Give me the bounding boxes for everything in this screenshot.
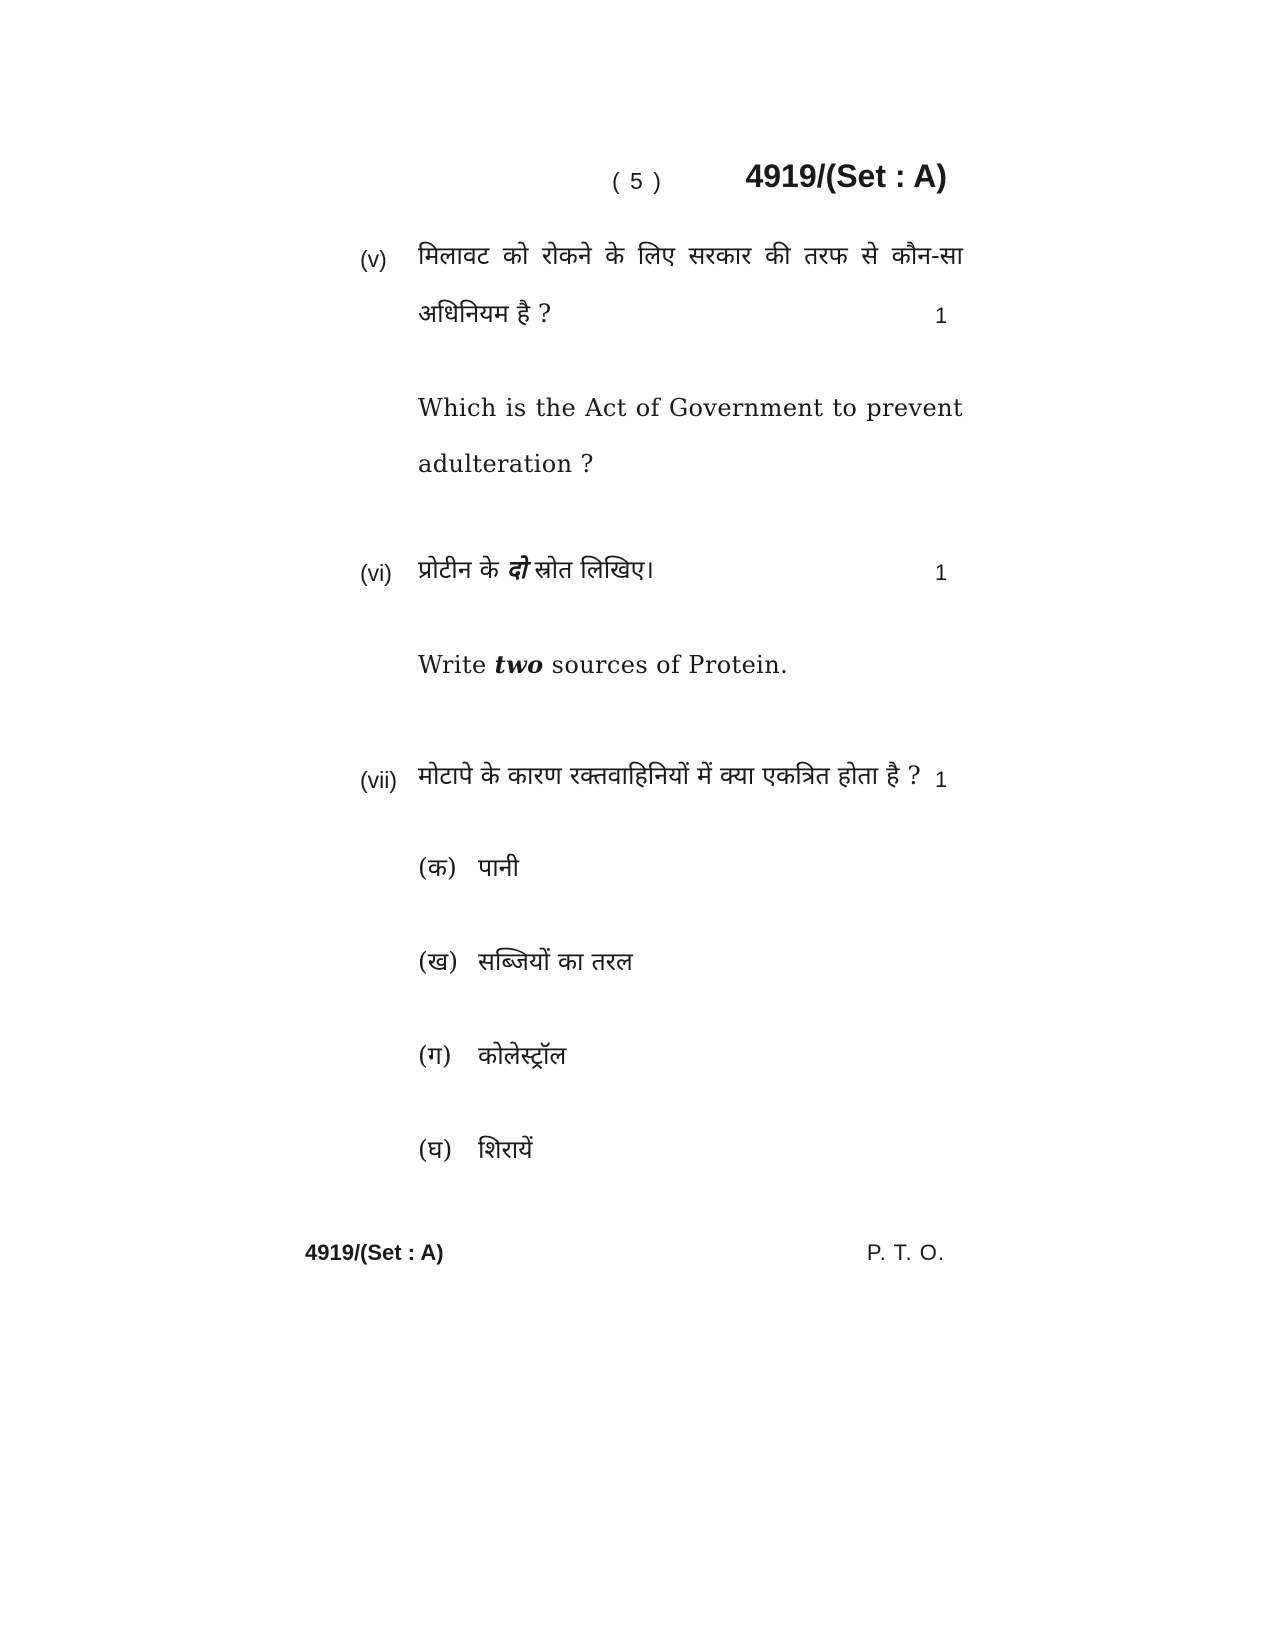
question-number-vi: (vi) xyxy=(360,560,392,586)
option-text-gha: शिरायें xyxy=(478,1135,533,1164)
paper-code-footer: 4919/(Set : A) xyxy=(305,1240,444,1265)
question-vi-hindi-pre: प्रोटीन के xyxy=(418,555,507,584)
question-number-v: (v) xyxy=(360,246,387,272)
option-text-kha: सब्जियों का तरल xyxy=(478,947,633,976)
option-label-kha: (ख) xyxy=(418,947,458,976)
question-vii-marks: 1 xyxy=(935,767,948,792)
question-v-marks: 1 xyxy=(935,303,948,328)
question-number-vii: (vii) xyxy=(360,767,398,793)
option-label-ka: (क) xyxy=(418,853,457,882)
option-text-ga: कोलेस्ट्रॉल xyxy=(478,1041,567,1070)
question-vi-hindi-post: स्रोत लिखिए। xyxy=(526,555,654,584)
option-label-ga: (ग) xyxy=(418,1041,452,1070)
question-v-english-line1: Which is the Act of Government to prevent xyxy=(418,394,963,422)
page-number: ( 5 ) xyxy=(612,168,663,194)
question-vii-hindi: मोटापे के कारण रक्तवाहिनियों में क्या एकत्रित होता है ? xyxy=(418,761,921,790)
question-vi-english xyxy=(418,650,788,679)
question-vi-hindi xyxy=(418,552,654,586)
option-label-gha: (घ) xyxy=(418,1135,453,1164)
question-v-hindi-line1: मिलावट को रोकने के लिए सरकार की तरफ से कौन-सा xyxy=(418,241,963,270)
question-v-english-line2: adulteration ? xyxy=(418,450,594,478)
option-text-ka: पानी xyxy=(478,853,520,882)
question-vi-english-pre: Write xyxy=(418,651,495,679)
question-vi-hindi-emphasis: दो xyxy=(506,555,527,584)
question-vi-english-emphasis: two xyxy=(494,650,544,679)
question-v-hindi-line2: अधिनियम है ? xyxy=(418,299,552,328)
please-turn-over: P. T. O. xyxy=(866,1240,945,1265)
question-vi-marks: 1 xyxy=(935,560,948,585)
question-vi-english-post: sources of Protein. xyxy=(543,651,789,679)
paper-code-header: 4919/(Set : A) xyxy=(745,158,947,194)
